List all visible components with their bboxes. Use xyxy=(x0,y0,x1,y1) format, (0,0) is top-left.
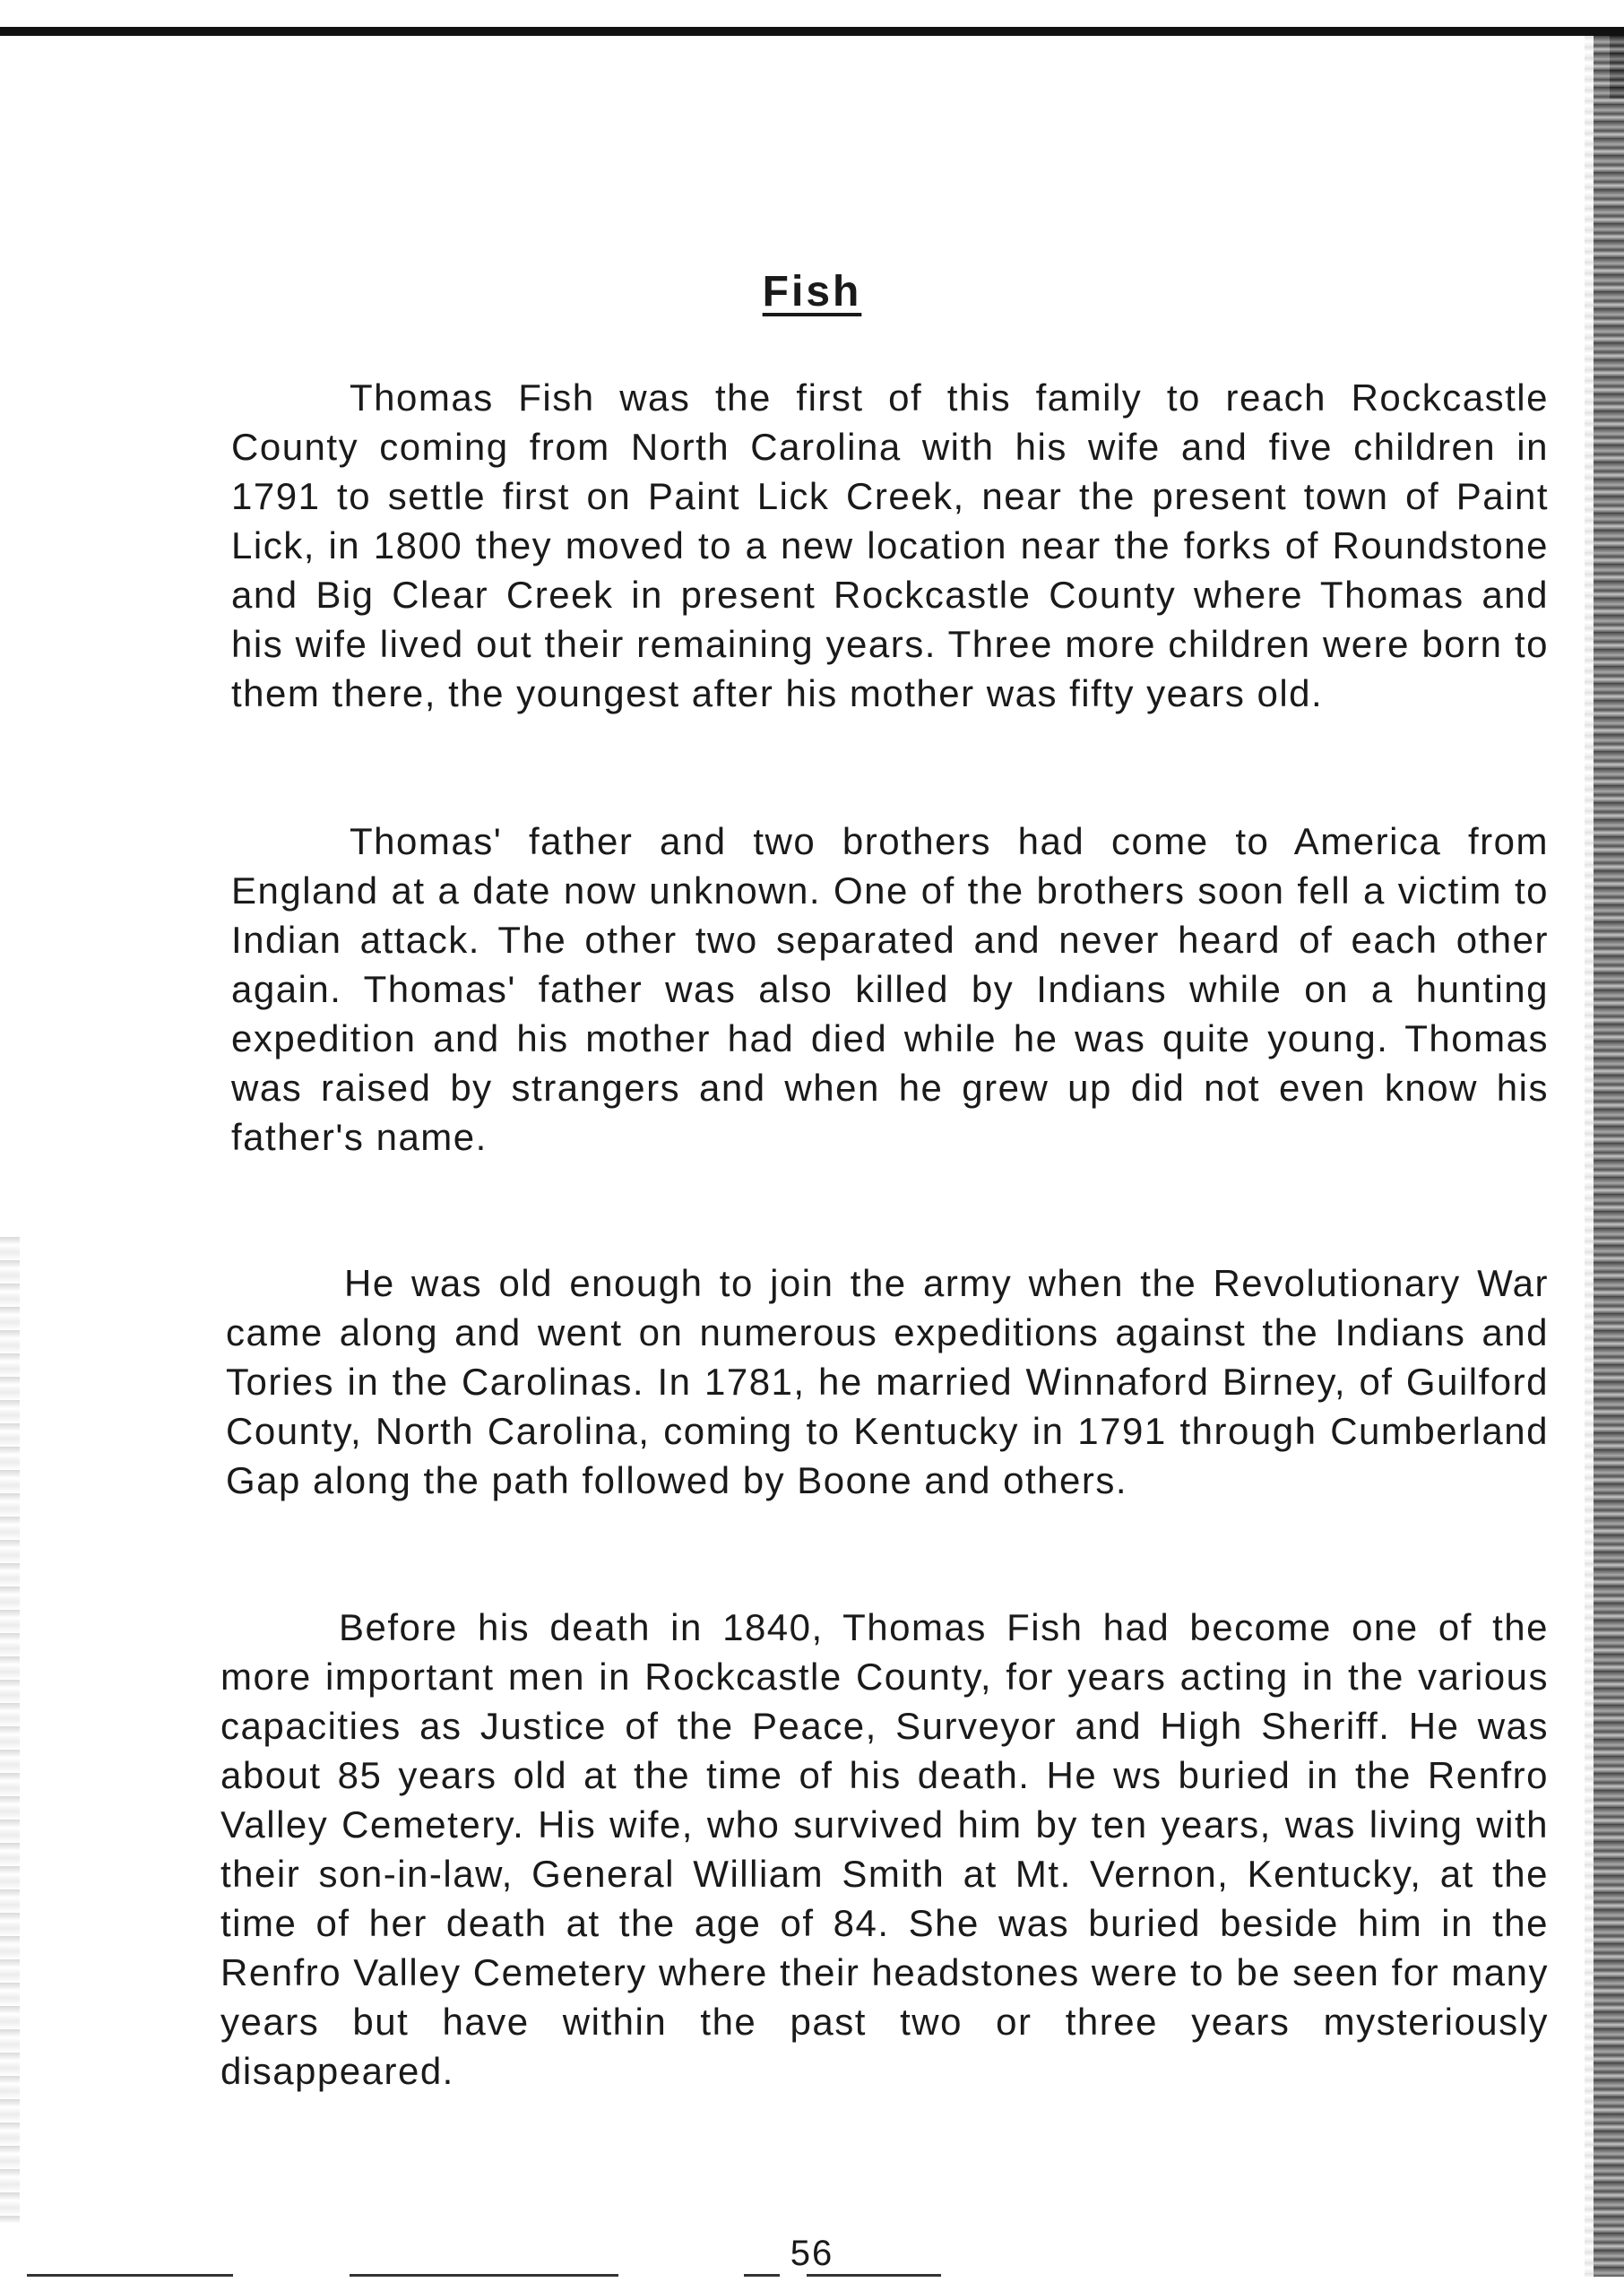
paragraph-2: Thomas' father and two brothers had come to America from England at a date now unknown. One of the brothers soon fell a victim to Indian attack. The other two separated and never heard of each other again. Thomas' father was also killed by Indians while on a hunting expedition and his mother had died while he was quite young. Thomas was raised by strangers and when he grew up did not even know his father's name. xyxy=(231,820,1549,1158)
scan-right-edge-shadow xyxy=(1594,36,1624,2277)
paragraph-4: Before his death in 1840, Thomas Fish had become one of the more important men in Rockcastle County, for years acting in the various capacities as Justice of the Peace, Surveyor and High Sheriff. He was about 85 years old at the time of his death. He ws buried in the Renfro Valley Cemetery. His wife, who survived him by ten years, was living with their son-in-law, General William Smith at Mt. Vernon, Kentucky, at the time of her death at the age of 84. She was buried beside him in the Renfro Valley Cemetery where their headstones were to be seen for many years but have within the past two or three years mysteriously disappeared. xyxy=(220,1606,1549,2092)
scan-bottom-mark xyxy=(807,2274,941,2277)
scan-top-border xyxy=(0,27,1624,36)
scan-bottom-mark xyxy=(744,2274,780,2277)
scan-right-edge-noise xyxy=(1585,36,1594,2277)
scan-bottom-mark xyxy=(27,2274,233,2277)
paragraph-1: Thomas Fish was the first of this family to reach Rockcastle County coming from North Carolina with his wife and five children in 1791 to settle first on Paint Lick Creek, near the present town of Paint Lick, in 1800 they moved to a new location near the forks of Roundstone and Big Clear Creek in present Rockcastle County where Thomas and his wife lived out their remaining years. Three more children were born to them there, the youngest after his mother was fifty years old. xyxy=(231,376,1549,714)
paragraph-3: He was old enough to join the army when the Revolutionary War came along and went on numerous expeditions against the Indians and Tories in the Carolinas. In 1781, he married Winnaford Birney, of Guilford County, North Carolina, coming to Kentucky in 1791 through Cumberland Gap along the path followed by Boone and others. xyxy=(226,1262,1549,1501)
page-title: Fish xyxy=(762,268,862,316)
scan-bottom-mark xyxy=(350,2274,618,2277)
scan-left-edge-noise xyxy=(0,1237,20,2223)
page-number: 56 xyxy=(790,2234,834,2273)
